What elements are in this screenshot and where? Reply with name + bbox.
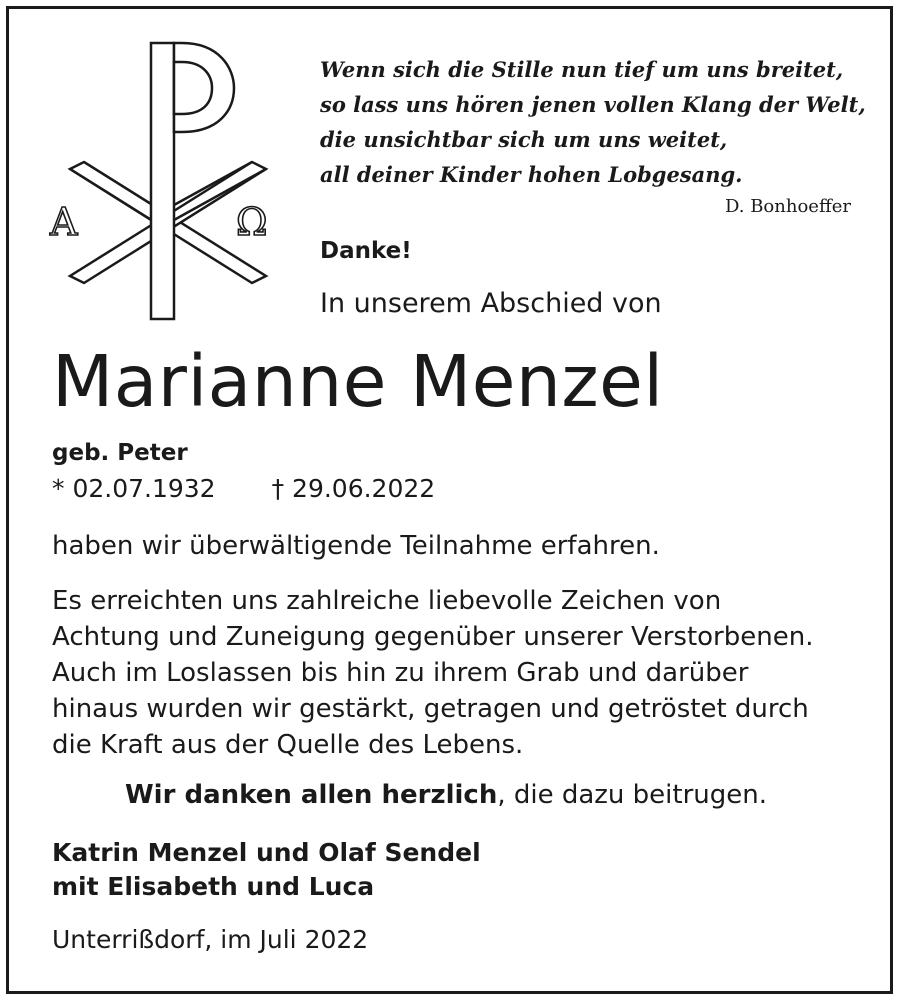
signer-line: mit Elisabeth und Luca	[52, 872, 375, 901]
quote-line: so lass uns hören jenen vollen Klang der Welt,	[320, 92, 866, 117]
rho-loop-inner	[174, 62, 212, 114]
thanks-line	[125, 780, 767, 810]
thanks-rest: , die dazu beitrugen.	[497, 780, 768, 810]
text-line: hinaus wurden wir gestärkt, getragen und getröstet durch	[52, 694, 809, 724]
signers	[52, 836, 481, 904]
deceased-name: Marianne Menzel	[52, 340, 664, 423]
death-date: † 29.06.2022	[271, 474, 436, 503]
birth-date: * 02.07.1932	[52, 474, 216, 503]
bonhoeffer-quote	[320, 52, 866, 192]
rho-stem	[151, 43, 174, 319]
chi-rho-symbol-icon	[44, 40, 294, 322]
farewell-line: In unserem Abschied von	[320, 288, 662, 319]
quote-line: Wenn sich die Stille nun tief um uns breitet,	[320, 57, 844, 82]
text-line: Auch im Loslassen bis hin zu ihrem Grab und darüber	[52, 658, 749, 688]
text-line: Achtung und Zuneigung gegenüber unserer Verstorbenen.	[52, 622, 814, 652]
quote-author: D. Bonhoeffer	[724, 196, 851, 217]
life-dates	[52, 474, 435, 503]
thanks-heading: Danke!	[320, 238, 412, 264]
text-line: haben wir überwältigende Teilnahme erfahren.	[52, 531, 660, 561]
paragraph-participation	[52, 528, 660, 564]
alpha-letter: A	[50, 200, 78, 244]
quote-line: all deiner Kinder hohen Lobgesang.	[320, 162, 743, 187]
omega-letter: Ω	[236, 200, 268, 244]
paragraph-signs	[52, 583, 813, 763]
place-date: Unterrißdorf, im Juli 2022	[52, 925, 369, 954]
signer-line: Katrin Menzel und Olaf Sendel	[52, 838, 481, 867]
quote-line: die unsichtbar sich um uns weitet,	[320, 127, 728, 152]
text-line: Es erreichten uns zahlreiche liebevolle Zeichen von	[52, 586, 722, 616]
thanks-bold: Wir danken allen herzlich	[125, 780, 498, 810]
birth-name: geb. Peter	[52, 440, 188, 466]
text-line: die Kraft aus der Quelle des Lebens.	[52, 730, 524, 760]
